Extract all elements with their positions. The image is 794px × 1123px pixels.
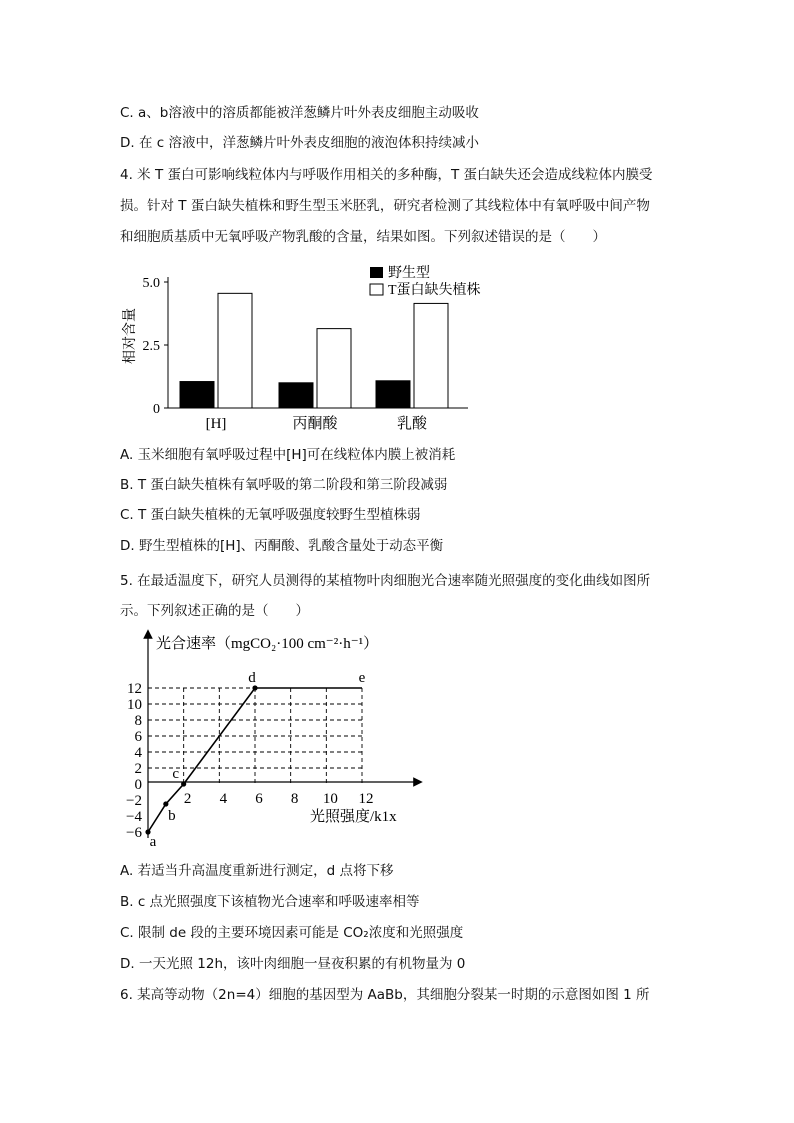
line-ytick-label: 12 (127, 681, 142, 697)
point-c (181, 781, 186, 786)
line-xtick-label: 4 (219, 791, 228, 807)
question-4-option-b: B. T 蛋白缺失植株有氧呼吸的第二阶段和第三阶段减弱 (120, 477, 448, 493)
question-4-option-c: C. T 蛋白缺失植株的无氧呼吸强度较野生型植株弱 (120, 507, 421, 523)
line-chart-ylabel: 光合速率（mgCO₂·100 cm⁻²·h⁻¹） (156, 636, 379, 652)
line-ytick-label: 10 (127, 697, 142, 713)
point-label-d: d (248, 670, 256, 686)
photosynthesis-chart (120, 628, 440, 848)
point-label-c: c (172, 766, 180, 782)
question-5-option-d: D. 一天光照 12h，该叶肉细胞一昼夜积累的有机物量为 0 (120, 956, 466, 972)
point-label-e: e (358, 670, 366, 686)
bar-chart (120, 262, 500, 440)
bar-chart-ylabel: 相对含量 (123, 308, 138, 364)
legend-label-wild-type: 野生型 (388, 266, 430, 281)
bar-chart-legend (370, 264, 481, 298)
option-c-q3: C. a、b溶液中的溶质都能被洋葱鳞片叶外表皮细胞主动吸收 (120, 105, 479, 121)
bar-category-label: [H] (205, 416, 227, 432)
question-5-line-1: 5. 在最适温度下，研究人员测得的某植物叶肉细胞光合速率随光照强度的变化曲线如图所 (120, 573, 651, 589)
bar-ytick-label: 5.0 (142, 276, 160, 291)
question-5-line-2: 示。下列叙述正确的是（ ） (120, 603, 309, 619)
line-ytick-label: 8 (134, 713, 142, 729)
question-4-line-3: 和细胞质基质中无氧呼吸产物乳酸的含量，结果如图。下列叙述错误的是（ ） (120, 229, 606, 245)
point-d (252, 685, 257, 690)
bar-ytick-label: 0 (153, 402, 160, 417)
bar-wild-type-2 (376, 381, 410, 408)
point-label-b: b (168, 808, 176, 824)
bar-t-protein-0 (218, 293, 252, 408)
line-chart-xlabel: 光照强度/k1x (310, 809, 397, 825)
question-5-option-a: A. 若适当升高温度重新进行测定，d 点将下移 (120, 863, 394, 879)
line-xtick-label: 2 (183, 791, 192, 807)
line-xtick-label: 8 (290, 791, 299, 807)
question-5-option-b: B. c 点光照强度下该植物光合速率和呼吸速率相等 (120, 894, 420, 910)
question-4-option-a: A. 玉米细胞有氧呼吸过程中[H]可在线粒体内膜上被消耗 (120, 447, 456, 463)
legend-label-t-protein: T蛋白缺失植株 (388, 283, 481, 298)
line-xtick-label: 12 (358, 791, 374, 807)
bar-wild-type-0 (180, 382, 214, 408)
line-xtick-label: 10 (322, 791, 338, 807)
point-label-a: a (149, 834, 157, 848)
bar-t-protein-1 (317, 329, 351, 408)
legend-swatch-wild-type (370, 267, 383, 278)
legend-swatch-t-protein (370, 284, 383, 295)
bar-category-label: 丙酮酸 (292, 416, 338, 432)
line-ytick-label: 4 (134, 745, 142, 761)
bar-t-protein-2 (414, 303, 448, 408)
line-xtick-label: 6 (255, 791, 263, 807)
question-4-line-2: 损。针对 T 蛋白缺失植株和野生型玉米胚乳，研究者检测了其线粒体中有氧呼吸中间产物 (120, 198, 650, 214)
line-ytick-label: −4 (126, 809, 142, 825)
line-ytick-label: 2 (134, 761, 142, 777)
point-b (163, 801, 168, 806)
bar-ytick-label: 2.5 (142, 339, 160, 354)
question-4-line-1: 4. 米 T 蛋白可影响线粒体内与呼吸作用相关的多种酶，T 蛋白缺失还会造成线粒体内膜受 (120, 167, 653, 183)
question-5-option-c: C. 限制 de 段的主要环境因素可能是 CO₂浓度和光照强度 (120, 925, 464, 941)
question-4-option-d: D. 野生型植株的[H]、丙酮酸、乳酸含量处于动态平衡 (120, 538, 444, 554)
line-ytick-label: −6 (126, 825, 142, 841)
line-ytick-label: 6 (134, 729, 142, 745)
line-ytick-label: 0 (134, 777, 142, 793)
line-ytick-label: −2 (126, 793, 142, 809)
bar-category-label: 乳酸 (396, 416, 428, 432)
question-6-line-1: 6. 某高等动物（2n=4）细胞的基因型为 AaBb，其细胞分裂某一时期的示意图如图 1 所 (120, 987, 650, 1003)
bar-wild-type-1 (279, 383, 313, 408)
option-d-q3: D. 在 c 溶液中，洋葱鳞片叶外表皮细胞的液泡体积持续减小 (120, 135, 479, 151)
